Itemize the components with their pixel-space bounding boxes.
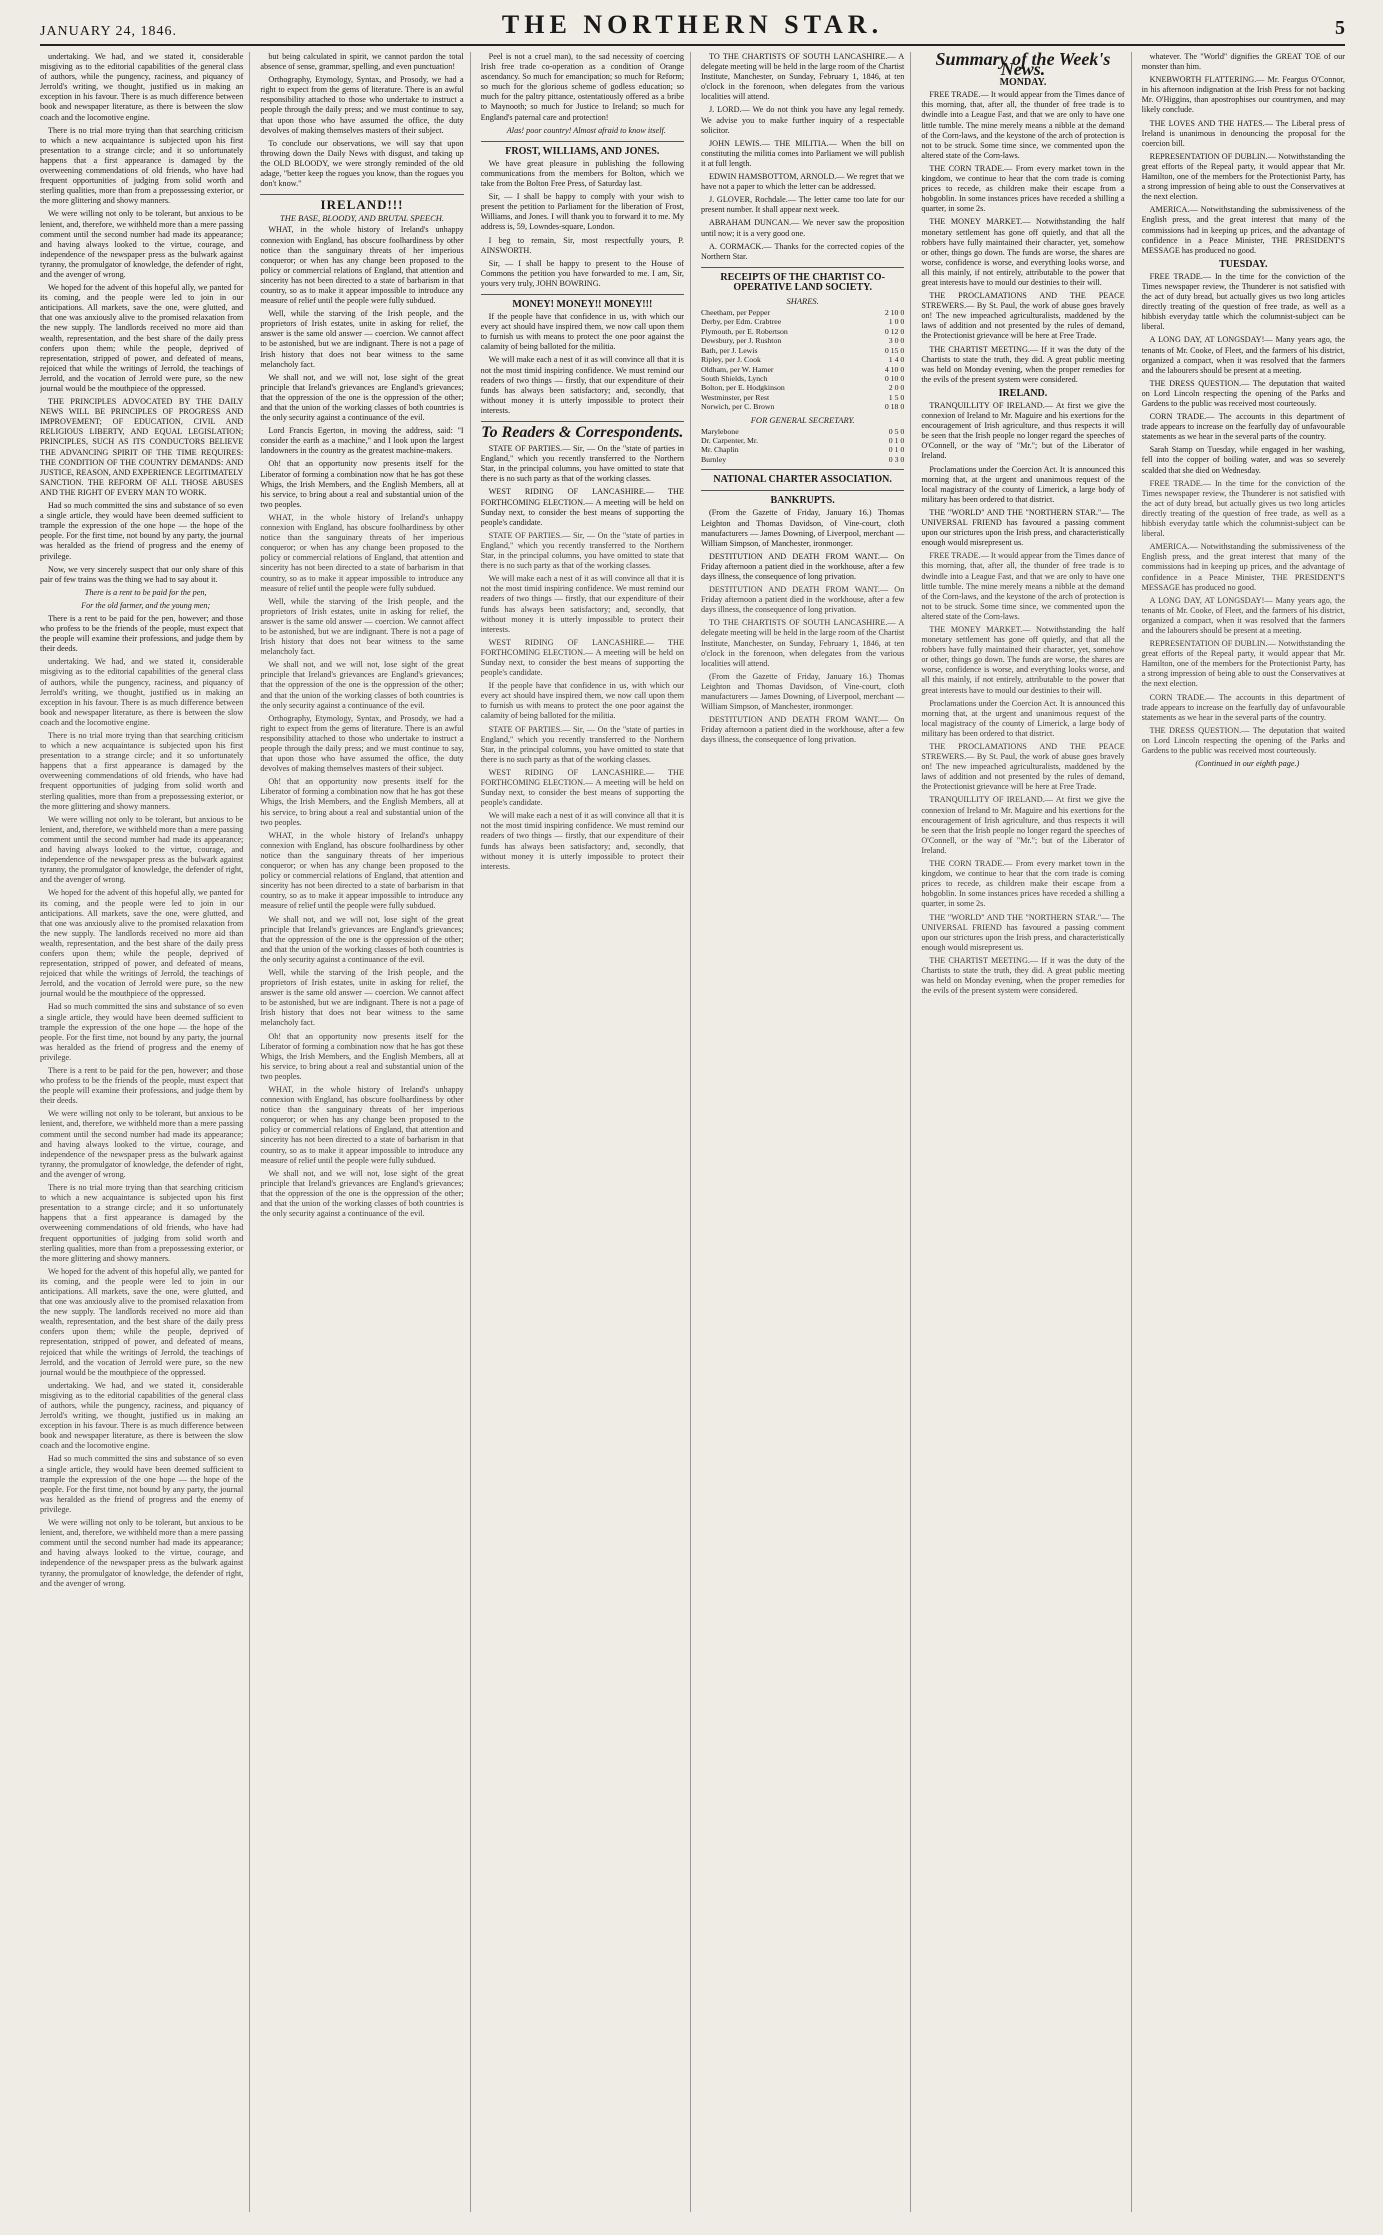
receipt-row <box>701 317 904 326</box>
paragraph: There is a rent to be paid for the pen, however; and those who profess to be the friends of the people, must expect that the people will examine their professions, and judge them by their deeds. <box>40 1066 244 1106</box>
paragraph: THE "WORLD" AND THE "NORTHERN STAR."— The UNIVERSAL FRIEND has favoured a passing comment upon our strictures upon the Irish press, and characteristically enough would misrepresent us. <box>921 507 1125 548</box>
paragraph: A LONG DAY, AT LONGSDAY!— Many years ago, the tenants of Mr. Cooke, of Fleet, and the farmers of his district, organized a compact, when it was resolved that the farmers and the labourers should be present at a meeting. <box>1141 595 1345 635</box>
paragraph: WHAT, in the whole history of Ireland's unhappy connexion with England, has obscure foolhardiness by other notice than the sanguinary threats of her imperious conqueror; or when has any change been proposed to the policy or commercial relations of England, that attention and sincerity has not been directed to a state of barbarism in that country, so as to make it appear impossible to introduce any measure of relief until the people were fully subdued. <box>260 225 464 306</box>
day-heading: TUESDAY. <box>1219 258 1268 270</box>
paragraph: We shall not, and we will not, lose sight of the great principle that Ireland's grievances are England's grievances; that the oppression of the one is the oppression of the other; and that the union of the working classes of both countries is the only security against a continuance of the evil. <box>260 914 464 964</box>
paragraph: Well, while the starving of the Irish people, and the proprietors of Irish estates, unite in asking for relief, the answer is the same old answer — coercion. We cannot affect to be astonished, but we are indignant. There is not a page of Irish history that does not bear witness to the same melancholy fact. <box>260 309 464 369</box>
receipt-row <box>701 355 904 364</box>
paragraph: STATE OF PARTIES.— Sir, — On the "state of parties in England," which you recently transferred to the Northern Star, in the principal columns, you have omitted to state that there is no such party as that of the working classes. <box>480 724 684 764</box>
paragraph: If the people have that confidence in us, with which our every act should have inspired them, we now call upon them to furnish us with means to protect the one poor against the calamity of being balloted for the militia. <box>480 681 684 721</box>
receipt-place: Oldham, per W. Hamer <box>700 364 774 374</box>
paragraph: STATE OF PARTIES.— Sir, — On the "state of parties in England," which you recently transferred to the Northern Star, in the principal columns, you have omitted to state that there is no such party as that of the working classes. <box>480 530 684 571</box>
receipt-row <box>701 346 904 355</box>
page-number: 5 <box>1335 17 1345 39</box>
receipt-amount: 0 3 0 <box>888 454 905 464</box>
receipt-amount: 0 18 0 <box>884 402 905 412</box>
paragraph: undertaking. We had, and we stated it, considerable misgiving as to the editorial capabilities of the general class of authors, while the pungency, raciness, and piquancy of Jerrold's writing, we thought, justified us in making an exception in his favour. There is as much difference between book and newspaper literature, as there is between the slow coach and the locomotive engine. <box>40 657 244 727</box>
receipt-row <box>701 393 904 402</box>
paragraph: THE CHARTIST MEETING.— If it was the duty of the Chartists to state the truth, they did. A great public meeting was held on Monday evening, when the proper remedies for the evils of the present system were considered. <box>921 955 1125 996</box>
paragraph: JOHN LEWIS.— THE MILITIA.— When the bill on constituting the militia comes into Parliament we will publish it at full length. <box>700 138 905 168</box>
paragraph: Proclamations under the Coercion Act. It is announced this morning that, at the urgent and unanimous request of the local magistracy of the county of Limerick, a large body of military has been ordered to that district. <box>921 464 1125 504</box>
receipt-amount: 1 0 0 <box>888 317 905 327</box>
paragraph: TRANQUILLITY OF IRELAND.— At first we give the connexion of Ireland to Mr. Maguire and his exertions for the encouragement of Irish agriculture, and thus respects it will be seen that the Irish people no longer regard the speeches of O'Connell, or the way of "Mr."; but of the Liberator of Ireland. <box>921 795 1125 855</box>
receipt-place: Burnley <box>700 454 727 464</box>
paragraph: J. LORD.— We do not think you have any legal remedy. We advise you to make further inquiry of a respectable solicitor. <box>700 105 905 135</box>
receipt-amount: 0 1 0 <box>888 436 905 446</box>
paragraph: KNEBWORTH FLATTERING.— Mr. Feargus O'Connor, in his afternoon indignation at the Irish Press for not backing Mr. O'Higgins, than apostrophises our countrymen, and may likely conclude. <box>1141 75 1345 115</box>
day-heading: MONDAY. <box>999 77 1047 89</box>
column-5 <box>921 52 1131 2212</box>
section-banner: Summary of the Week's News. <box>935 52 1111 80</box>
divider <box>260 194 463 195</box>
paragraph: Orthography, Etymology, Syntax, and Prosody, we had a right to expect from the gems of literature. There is an awful responsibility attached to those who undertake to instruct a people through the daily press; and we must continue to say, that upon those who have assumed the office, the duty devolves of making themselves masters of their subject. <box>260 75 464 135</box>
column-3 <box>481 52 691 2212</box>
paragraph: DESTITUTION AND DEATH FROM WANT.— On Friday afternoon a patient died in the workhouse, after a few days illness, the consequence of long privation. <box>700 715 905 745</box>
paragraph: We will make each a nest of it as will convince all that it is not the most timid inspiring confidence. We must remind our readers of two things — firstly, that our expenditure of their funds has always been satisfactory; and, secondly, that without money it is utterly impossible to protect their interests. <box>480 811 684 871</box>
receipt-amount: 0 15 0 <box>884 345 905 355</box>
receipt-place: Mr. Chaplin <box>700 445 739 455</box>
paragraph: Had so much committed the sins and substance of so even a single article, they would have been deemed sufficient to trample the expression of the one hope — the hope of the people. For the first time, not bound by any party, the journal was heralded as the friend of progress and the enemy of privilege. <box>40 1002 244 1062</box>
paragraph: We were willing not only to be tolerant, but anxious to be lenient, and, therefore, we withheld more than a mere passing comment until the second number had made its appearance; and having always looked to the virtue, courage, and independence of the newspaper press as the bulwark against tyranny, the promulgator of knowledge, the defender of right, and the avenger of wrong. <box>40 814 244 885</box>
paragraph: STATE OF PARTIES.— Sir, — On the "state of parties in England," which you recently transferred to the Northern Star, in the principal columns, you have omitted to state that there is no such party as that of the working classes. <box>480 444 684 484</box>
paragraph: DESTITUTION AND DEATH FROM WANT.— On Friday afternoon a patient died in the workhouse, after a few days illness, the consequence of long privation. <box>700 585 905 615</box>
receipt-row <box>701 308 904 317</box>
paragraph: THE DRESS QUESTION.— The deputation that waited on Lord Lincoln respecting the opening of the Parks and Gardens to the public was received most courteously. <box>1141 725 1345 755</box>
receipt-place: Westminster, per Rest <box>700 392 770 402</box>
receipt-amount: 0 12 0 <box>884 326 905 336</box>
receipts-table <box>701 427 904 465</box>
paragraph: To conclude our observations, we will say that upon throwing down the Daily News with disgust, and taking up the OLD BLOODY, we were strongly reminded of the old adage, "better keep the rogues you know, than the rogues you don't know." <box>260 138 464 189</box>
receipt-place: Ripley, per J. Cook <box>700 355 761 365</box>
paragraph: WEST RIDING OF LANCASHIRE.— THE FORTHCOMING ELECTION.— A meeting will be held on Sunday next, to consider the best means of supporting the people's candidate. <box>480 637 684 678</box>
paragraph: WHAT, in the whole history of Ireland's unhappy connexion with England, has obscure foolhardiness by other notice than the sanguinary threats of her imperious conqueror; or when has any change been proposed to the policy or commercial relations of England, that attention and sincerity has not been directed to a state of barbarism in that country, so as to make it appear impossible to introduce any measure of relief until the people were fully subdued. <box>260 1085 464 1165</box>
paragraph: undertaking. We had, and we stated it, considerable misgiving as to the editorial capabilities of the general class of authors, while the pungency, raciness, and piquancy of Jerrold's writing, we thought, justified us in making an exception in his favour. There is as much difference between book and newspaper literature, as there is between the slow coach and the locomotive engine. <box>40 1380 244 1451</box>
receipt-place: Cheetham, per Pepper <box>700 308 771 318</box>
receipt-amount: 0 1 0 <box>888 445 905 455</box>
divider <box>701 267 904 268</box>
receipt-amount: 1 4 0 <box>888 355 905 365</box>
receipt-amount: 4 10 0 <box>884 364 905 374</box>
receipt-place: Dewsbury, per J. Rushton <box>700 336 782 346</box>
paragraph: There is no trial more trying than that searching criticism to which a new acquaintance is subjected upon his first presentation to a strange circle; and it so unfortunately happens that a first appearance is damaged by the overweening commendations of old friends, who have had frequent opportunities of judging from solid worth and sterling qualities, more than from a prepossessing exterior, or the more glittering and showy manners. <box>40 731 244 811</box>
paragraph: We will make each a nest of it as will convince all that it is not the most timid inspiring confidence. We must remind our readers of two things — firstly, that our expenditure of their funds has always been satisfactory; and, secondly, that without money it is utterly impossible to protect their interests. <box>480 574 684 634</box>
receipt-row <box>701 427 904 436</box>
column-4 <box>701 52 911 2212</box>
receipt-amount: 0 5 0 <box>888 426 905 436</box>
paragraph: AMERICA.— Notwithstanding the submissiveness of the English press, and the great interest that many of the commissions had in keeping up prices, and the advantage of confidence in a Peace Minister, THE PRESIDENT'S MESSAGE has produced no good. <box>1141 205 1345 255</box>
receipt-place: Derby, per Edm. Crabtree <box>700 317 782 327</box>
paragraph: WHAT, in the whole history of Ireland's unhappy connexion with England, has obscure foolhardiness by other notice than the sanguinary threats of her imperious conqueror; or when has any change been proposed to the policy or commercial relations of England, that attention and sincerity has not been directed to a state of barbarism in that country, so as to make it appear impossible to introduce any measure of relief until the people were fully subdued. <box>260 512 464 593</box>
paragraph: WEST RIDING OF LANCASHIRE.— THE FORTHCOMING ELECTION.— A meeting will be held on Sunday next, to consider the best means of supporting the people's candidate. <box>480 487 684 527</box>
paragraph: DESTITUTION AND DEATH FROM WANT.— On Friday afternoon a patient died in the workhouse, after a few days illness, the consequence of long privation. <box>700 551 905 581</box>
verse-line: There is a rent to be paid for the pen, <box>84 587 207 597</box>
paragraph: We have great pleasure in publishing the following communications from the members for Bolton, which we take from the Bolton Free Press, of Saturday last. <box>480 158 684 189</box>
receipt-amount: 1 5 0 <box>888 392 905 402</box>
paragraph: THE LOVES AND THE HATES.— The Liberal press of Ireland is unanimous in denouncing the proposal for the coercion bill. <box>1141 118 1345 148</box>
divider <box>481 141 684 142</box>
paragraph: whatever. The "World" dignifies the GREAT TOE of our monster than him. <box>1141 52 1345 72</box>
columns <box>40 52 1345 2212</box>
paragraph: We were willing not only to be tolerant, but anxious to be lenient, and, therefore, we withheld more than a mere passing comment until the second number had made its appearance; and having always looked to the virtue, courage, and independence of the newspaper press as the bulwark against tyranny, the promulgator of knowledge, the defender of right, and the avenger of wrong. <box>40 209 244 279</box>
receipt-place: Plymouth, per E. Robertson <box>700 326 788 336</box>
receipt-row <box>701 445 904 454</box>
paragraph: Sir, — I shall be happy to present to the House of Commons the petition you have forwarded to me. I am, Sir, yours very truly, JOHN BOWRING. <box>480 258 684 288</box>
paragraph: ABRAHAM DUNCAN.— We never saw the proposition until now; it is a very good one. <box>700 218 905 238</box>
paragraph: THE DRESS QUESTION.— The deputation that waited on Lord Lincoln respecting the opening of the Parks and Gardens to the public was received most courteously. <box>1141 378 1345 408</box>
paragraph: CORN TRADE.— The accounts in this department of trade appears to increase on the fearfully day of unfavourable statements as we hear in the several parts of the country. <box>1141 692 1345 722</box>
paragraph: FREE TRADE.— It would appear from the Times dance of this morning, that, after all, the thunder of free trade is to dwindle into a League Fast, and that we are only to have one little tumble. The mine merely means a nibble at the demand of the Corn-laws, and the keystone of the arch of protection is not to be struck. Some time since, we commented upon the altered state of the Corn-laws. <box>921 90 1125 160</box>
article-subheading: THE BASE, BLOODY, AND BRUTAL SPEECH. <box>279 213 445 224</box>
paragraph: WEST RIDING OF LANCASHIRE.— THE FORTHCOMING ELECTION.— A meeting will be held on Sunday next, to consider the best means of supporting the people's candidate. <box>480 767 684 808</box>
paragraph: There is no trial more trying than that searching criticism to which a new acquaintance is subjected upon his first presentation to a strange circle; and it so unfortunately happens that a first appearance is damaged by the overweening commendations of old friends, who have had frequent opportunities of judging from solid worth and sterling qualities, more than from a prepossessing exterior, or the more glittering and showy manners. <box>40 1183 244 1263</box>
paragraph: We shall not, and we will not, lose sight of the great principle that Ireland's grievances are England's grievances; that the oppression of the one is the oppression of the other; and that the union of the working classes of both countries is the only security against a continuance of the evil. <box>260 372 464 423</box>
paragraph: Oh! that an opportunity now presents itself for the Liberator of forming a combination now that he has got these Whigs, the Irish Members, and the English Members, all at his service, to bring about a real and substantial union of the two peoples. <box>260 1031 464 1081</box>
paragraph: FREE TRADE.— In the time for the conviction of the Times newspaper review, the Thunderer is not satisfied with the act of duty bread, but actually gives us two long articles directly treating of the question of free trade, as well as a hibbish everyday tattle which the columnist-subject can be liberal. <box>1141 478 1345 539</box>
paragraph: We shall not, and we will not, lose sight of the great principle that Ireland's grievances are England's grievances; that the oppression of the one is the oppression of the other; and that the union of the working classes of both countries is the only security against a continuance of the evil. <box>260 660 464 710</box>
newspaper-title: THE NORTHERN STAR. <box>501 10 884 39</box>
paragraph: Oh! that an opportunity now presents itself for the Liberator of forming a combination now that he has got these Whigs, the Irish Members, and the English Members, all at his service, to bring about a real and substantial union of the two peoples. <box>260 777 464 827</box>
paragraph: THE CHARTIST MEETING.— If it was the duty of the Chartists to state the truth, they did. A great public meeting was held on Monday evening, when the proper remedies for the evils of the present system were considered. <box>921 344 1125 384</box>
paragraph: We hoped for the advent of this hopeful ally, we panted for its coming, and the people were led to join in our anticipations. All markets, save the one, were glutted, and that one was anxiously alive to the promised relaxation from the new supply. The landlords received no more aid than wealth, representation, and the best share of the daily press confers upon them; while the people, deprived of representation, stripped of power, and defeated of means, rejoiced that while the writings of Jerrold, the teachings of Jerrold, and the vocation of Jerrold were pure, so the new journal would be the mouthpiece of the oppressed. <box>40 283 244 393</box>
paragraph: REPRESENTATION OF DUBLIN.— Notwithstanding the great efforts of the Repeal party, it would appear that Mr. Hamilton, one of the members for the Protectionist Party, has a strong impression of being able to oust the Conservatives at the next election. <box>1141 151 1345 202</box>
article-heading: BANKRUPTS. <box>770 495 835 507</box>
paragraph: CORN TRADE.— The accounts in this department of trade appears to increase on the fearfully day of unfavourable statements as we hear in the several parts of the country. <box>1141 412 1345 442</box>
paragraph: THE PROCLAMATIONS AND THE PEACE STREWERS.— By St. Paul, the work of abuse goes bravely on! The new impeached agriculturalists, maddened by the laws of addition and not presented by the rules of demand, the Protectionist grievance will be here at Free Trade. <box>921 742 1125 792</box>
paragraph: We were willing not only to be tolerant, but anxious to be lenient, and, therefore, we withheld more than a mere passing comment until the second number had made its appearance; and having always looked to the virtue, courage, and independence of the newspaper press as the bulwark against tyranny, the promulgator of knowledge, the defender of right, and the avenger of wrong. <box>40 1109 244 1179</box>
receipt-row <box>701 402 904 411</box>
receipt-row <box>701 336 904 345</box>
receipt-row <box>701 455 904 464</box>
receipt-place: South Shields, Lynch <box>700 373 768 383</box>
receipt-place: Dr. Carpenter, Mr. <box>700 436 759 446</box>
receipts-subheading: FOR GENERAL SECRETARY. <box>750 414 855 425</box>
article-heading: NATIONAL CHARTER ASSOCIATION. <box>713 474 892 486</box>
paragraph: There is a rent to be paid for the pen, however; and those who profess to be the friends of the people, must expect that the people will examine their professions, and judge them by their deeds. <box>40 613 244 654</box>
receipt-row <box>701 327 904 336</box>
column-2 <box>260 52 470 2212</box>
paragraph: J. GLOVER, Rochdale.— The letter came too late for our present number. It shall appear next week. <box>700 195 905 215</box>
paragraph: If the people have that confidence in us, with which our every act should have inspired them, we now call upon them to furnish us with means to protect the one poor against the calamity of being balloted for the militia. <box>480 312 684 352</box>
paragraph: REPRESENTATION OF DUBLIN.— Notwithstanding the great efforts of the Repeal party, it would appear that Mr. Hamilton, one of the members for the Protectionist Party, has a strong impression of being able to oust the Conservatives at the next election. <box>1141 639 1345 689</box>
article-heading: IRELAND!!! <box>320 197 404 213</box>
paragraph: Had so much committed the sins and substance of so even a single article, they would have been deemed sufficient to trample the expression of the one hope — the hope of the people. For the first time, not bound by any party, the journal was heralded as the friend of progress and the enemy of privilege. <box>40 1454 244 1514</box>
paragraph: We will make each a nest of it as will convince all that it is not the most timid inspiring confidence. We must remind our readers of two things — firstly, that our expenditure of their funds has always been satisfactory; and, secondly, that without money it is utterly impossible to protect their interests. <box>480 355 684 415</box>
section-banner: To Readers & Correspondents. <box>481 424 684 441</box>
article-heading: IRELAND. <box>998 387 1048 399</box>
receipt-amount: 3 0 0 <box>888 336 905 346</box>
issue-date: JANUARY 24, 1846. <box>40 24 178 39</box>
paragraph: We shall not, and we will not, lose sight of the great principle that Ireland's grievances are England's grievances; that the oppression of the one is the oppression of the other; and that the union of the working classes of both countries is the only security against a continuance of the evil. <box>260 1168 464 1219</box>
receipt-row <box>701 374 904 383</box>
paragraph: THE PRINCIPLES ADVOCATED BY THE DAILY NEWS WILL BE PRINCIPLES OF PROGRESS AND IMPROVEMENT; OF EDUCATION, CIVIL AND RELIGIOUS LIBERTY, AND EQUAL LEGISLATION; PRINCIPLES, SUCH AS ITS CONDUCTORS BELIEVE THE ADVANCING SPIRIT OF THE TIME REQUIRES: THE CONDITION OF THE COUNTRY DEMANDS: AND JUSTICE, REASON, AND EXPERIENCE LEGITIMATELY SANCTION. THE REFORM OF ALL THOSE ABUSES AND THE RIGHT OF EVERY MAN TO WORK. <box>40 397 244 497</box>
paragraph: Now, we very sincerely suspect that our only share of this pair of few trains was the thing we had to say about it. <box>40 564 244 584</box>
paragraph: THE PROCLAMATIONS AND THE PEACE STREWERS.— By St. Paul, the work of abuse goes bravely on! The new impeached agriculturalists, maddened by the laws of addition and not presented by the rules of demand, the Protectionist grievance will be here at Free Trade. <box>921 291 1125 341</box>
paragraph: There is no trial more trying than that searching criticism to which a new acquaintance is subjected upon his first presentation to a strange circle; and it so unfortunately happens that a first appearance is damaged by the overweening commendations of old friends, who have had frequent opportunities of judging from solid worth and sterling qualities, more than from a prepossessing exterior, or the more glittering and showy manners. <box>40 125 244 206</box>
paragraph: A LONG DAY, AT LONGSDAY!— Many years ago, the tenants of Mr. Cooke, of Fleet, and the farmers of his district, organized a compact, when it was resolved that the farmers and the labourers should be present at a meeting. <box>1141 335 1345 375</box>
paragraph: undertaking. We had, and we stated it, considerable misgiving as to the editorial capabilities of the general class of authors, while the pungency, raciness, and piquancy of Jerrold's writing, we thought, justified us in making an exception in his favour. There is as much difference between book and newspaper literature, as there is between the slow coach and the locomotive engine. <box>40 52 244 122</box>
column-1 <box>40 52 250 2212</box>
paragraph: Had so much committed the sins and substance of so even a single article, they would have been deemed sufficient to trample the expression of the one hope — the hope of the people. For the first time, not bound by any party, the journal was heralded as the friend of progress and the enemy of privilege. <box>40 501 244 561</box>
divider <box>701 469 904 470</box>
receipts-subheading: SHARES. <box>786 295 819 306</box>
receipt-amount: 2 0 0 <box>888 383 905 393</box>
receipt-place: Bolton, per E. Hodgkinson <box>700 383 785 393</box>
paragraph: WHAT, in the whole history of Ireland's unhappy connexion with England, has obscure foolhardiness by other notice than the sanguinary threats of her imperious conqueror; or when has any change been proposed to the policy or commercial relations of England, that attention and sincerity has not been directed to a state of barbarism in that country, so as to make it appear impossible to introduce any measure of relief until the people were fully subdued. <box>260 830 464 911</box>
paragraph: Proclamations under the Coercion Act. It is announced this morning that, at the urgent and unanimous request of the local magistracy of the county of Limerick, a large body of military has been ordered to that district. <box>921 698 1125 738</box>
receipt-place: Marylebone <box>700 426 739 436</box>
column-6 <box>1142 52 1345 2212</box>
paragraph: but being calculated in spirit, we cannot pardon the total absence of sense, grammar, spelling, and even punctuation! <box>260 52 464 72</box>
paragraph: (From the Gazette of Friday, January 16.) Thomas Leighton and Thomas Davidson, of Vine-court, cloth manufacturers — James Downing, of Liverpool, merchant — William Simpson, of Manchester, ironmonger. <box>700 508 905 548</box>
verse-line: For the old farmer, and the young men; <box>81 600 211 610</box>
paragraph: FREE TRADE.— It would appear from the Times dance of this morning, that, after all, the thunder of free trade is to dwindle into a League Fast, and that we are only to have one little tumble. The mine merely means a nibble at the demand of the Corn-laws, and the keystone of the arch of protection is not to be struck. Some time since, we commented upon the altered state of the Corn-laws. <box>921 551 1125 621</box>
paragraph: Sir, — I shall be happy to comply with your wish to present the petition to Parliament for the liberation of Frost, Williams, and Jones. I will thank you to forward it to me. My address is, 59, Lowndes-square, London. <box>480 192 684 232</box>
paragraph: We hoped for the advent of this hopeful ally, we panted for its coming, and the people were led to join in our anticipations. All markets, save the one, were glutted, and that one was anxiously alive to the promised relaxation from the new supply. The landlords received no more aid than wealth, representation, and the best share of the daily press confers upon them; while the people, deprived of representation, stripped of power, and defeated of means, rejoiced that while the writings of Jerrold, the teachings of Jerrold, and the vocation of Jerrold were pure, so the new journal would be the mouthpiece of the oppressed. <box>40 1266 244 1377</box>
receipt-place: Norwich, per C. Brown <box>700 402 775 412</box>
paragraph: (From the Gazette of Friday, January 16.) Thomas Leighton and Thomas Davidson, of Vine-court, cloth manufacturers — James Downing, of Liverpool, merchant — William Simpson, of Manchester, ironmonger. <box>700 671 905 712</box>
paragraph: A. CORMACK.— Thanks for the corrected copies of the Northern Star. <box>700 241 905 261</box>
paragraph: TRANQUILLITY OF IRELAND.— At first we give the connexion of Ireland to Mr. Maguire and his exertions for the encouragement of Irish agriculture, and thus respects it will be seen that the Irish people no longer regard the speeches of O'Connell, or the way of "Mr."; but of the Liberator of Ireland. <box>921 401 1125 461</box>
paragraph: I beg to remain, Sir, most respectfully yours, P. AINSWORTH. <box>480 235 684 255</box>
masthead <box>40 0 1345 46</box>
article-heading: FROST, WILLIAMS, AND JONES. <box>505 145 660 157</box>
paragraph: THE CORN TRADE.— From every market town in the kingdom, we continue to hear that the corn trade is coming prices to recede, as children make their escape from a hobgoblin. In some instances prices have receded a shilling a quarter, in some 2s. <box>921 859 1125 909</box>
paragraph: THE CORN TRADE.— From every market town in the kingdom, we continue to hear that the corn trade is coming prices to recede, as children make their escape from a hobgoblin. In some instances prices have receded a shilling a quarter, in some 2s. <box>921 163 1125 214</box>
paragraph: Oh! that an opportunity now presents itself for the Liberator of forming a combination now that he has got these Whigs, the Irish Members, and the English Members, all at his service, to bring about a real and substantial union of the two peoples. <box>260 459 464 509</box>
paragraph: Well, while the starving of the Irish people, and the proprietors of Irish estates, unite in asking for relief, the answer is the same old answer — coercion. We cannot affect to be astonished, but we are indignant. There is not a page of Irish history that does not bear witness to the same melancholy fact. <box>260 596 464 657</box>
paragraph: TO THE CHARTISTS OF SOUTH LANCASHIRE.— A delegate meeting will be held in the large room of the Chartist Institute, Manchester, on Sunday, February 1, 1846, at ten o'clock in the forenoon, when delegates from the various localities will attend. <box>700 52 905 102</box>
paragraph: Sarah Stamp on Tuesday, while engaged in her washing, fell into the copper of boiling water, and was so severely scalded that she died on Wednesday. <box>1141 445 1345 475</box>
receipt-amount: 2 10 0 <box>884 308 905 318</box>
paragraph: We were willing not only to be tolerant, but anxious to be lenient, and, therefore, we withheld more than a mere passing comment until the second number had made its appearance; and having always looked to the virtue, courage, and independence of the newspaper press as the bulwark against tyranny, the promulgator of knowledge, the defender of right, and the avenger of wrong. <box>40 1518 244 1588</box>
paragraph: AMERICA.— Notwithstanding the submissiveness of the English press, and the great interest that many of the commissions had in keeping up prices, and the advantage of confidence in a Peace Minister, THE PRESIDENT'S MESSAGE has produced no good. <box>1141 542 1345 592</box>
paragraph: Peel is not a cruel man), to the sad necessity of coercing Irish free trade co-operation as a condition of Orange ascendancy. So much for emancipation; so much for Reform; so much for the glorious scheme of godless education; so much for the paltry pittance, ostentatiously offered as a bribe to Maynooth; so much for Justice to Ireland; so much for England's paternal care and protection! <box>480 52 684 122</box>
paragraph: THE "WORLD" AND THE "NORTHERN STAR."— The UNIVERSAL FRIEND has favoured a passing comment upon our strictures upon the Irish press, and characteristically enough would misrepresent us. <box>921 912 1125 952</box>
divider <box>481 294 684 295</box>
receipt-place: Bath, per J. Lewis <box>700 345 758 355</box>
paragraph: THE MONEY MARKET.— Notwithstanding the half monetary settlement has gone off quietly, and that all the robbers have fully maintained their character, yet, somehow or other, things go down. The funds are worse, the shares are worse, confidence is worse, and everything looks worse, and all this mainly, if not entirely, attributable to the power that great interests have to mould our destinies to their will. <box>921 217 1125 287</box>
receipt-row <box>701 383 904 392</box>
paragraph: EDWIN HAMSBOTTOM, ARNOLD.— We regret that we have not a paper to which the letter can be addressed. <box>700 172 905 192</box>
receipt-row <box>701 365 904 374</box>
receipt-amount: 0 10 0 <box>884 373 905 383</box>
receipt-row <box>701 436 904 445</box>
paragraph: We hoped for the advent of this hopeful ally, we panted for its coming, and the people were led to join in our anticipations. All markets, save the one, were glutted, and that one was anxiously alive to the promised relaxation from the new supply. The landlords received no more aid than wealth, representation, and the best share of the daily press confers upon them; while the people, deprived of representation, stripped of power, and defeated of means, rejoiced that while the writings of Jerrold, the teachings of Jerrold, and the vocation of Jerrold were pure, so the new journal would be the mouthpiece of the oppressed. <box>40 888 244 999</box>
article-heading: MONEY! MONEY!! MONEY!!! <box>512 298 653 310</box>
paragraph: FREE TRADE.— In the time for the conviction of the Times newspaper review, the Thunderer is not satisfied with the act of duty bread, but actually gives us two long articles directly treating of the question of free trade, as well as a hibbish everyday tattle which the columnist-subject can be liberal. <box>1141 271 1345 332</box>
divider <box>701 490 904 491</box>
paragraph: TO THE CHARTISTS OF SOUTH LANCASHIRE.— A delegate meeting will be held in the large room of the Chartist Institute, Manchester, on Sunday, February 1, 1846, at ten o'clock in the forenoon, when delegates from the various localities will attend. <box>700 618 905 668</box>
verse-line: Alas! poor country! Almost afraid to know itself. <box>506 125 666 135</box>
receipts-heading: RECEIPTS OF THE CHARTIST CO-OPERATIVE LAND SOCIETY. <box>720 271 885 293</box>
paragraph: Lord Francis Egerton, in moving the address, said: "I consider the earth as a machine," and I look upon the largest landowners in the country as the greatest machine-makers. <box>260 426 464 456</box>
paragraph: THE MONEY MARKET.— Notwithstanding the half monetary settlement has gone off quietly, and that all the robbers have fully maintained their character, yet, somehow or other, things go down. The funds are worse, the shares are worse, confidence is worse, and everything looks worse, and all this mainly, if not entirely, attributable to the power that great interests have to mould our destinies to their will. <box>921 624 1125 695</box>
paragraph: Well, while the starving of the Irish people, and the proprietors of Irish estates, unite in asking for relief, the answer is the same old answer — coercion. We cannot affect to be astonished, but we are indignant. There is not a page of Irish history that does not bear witness to the same melancholy fact. <box>260 967 464 1028</box>
divider <box>481 421 684 422</box>
paragraph: Orthography, Etymology, Syntax, and Prosody, we had a right to expect from the gems of literature. There is an awful responsibility attached to those who undertake to instruct a people through the daily press; and we must continue to say, that upon those who have assumed the office, the duty devolves of making themselves masters of their subject. <box>260 713 464 774</box>
receipts-table <box>701 308 904 411</box>
continued-note: (Continued in our eighth page.) <box>1195 759 1300 769</box>
